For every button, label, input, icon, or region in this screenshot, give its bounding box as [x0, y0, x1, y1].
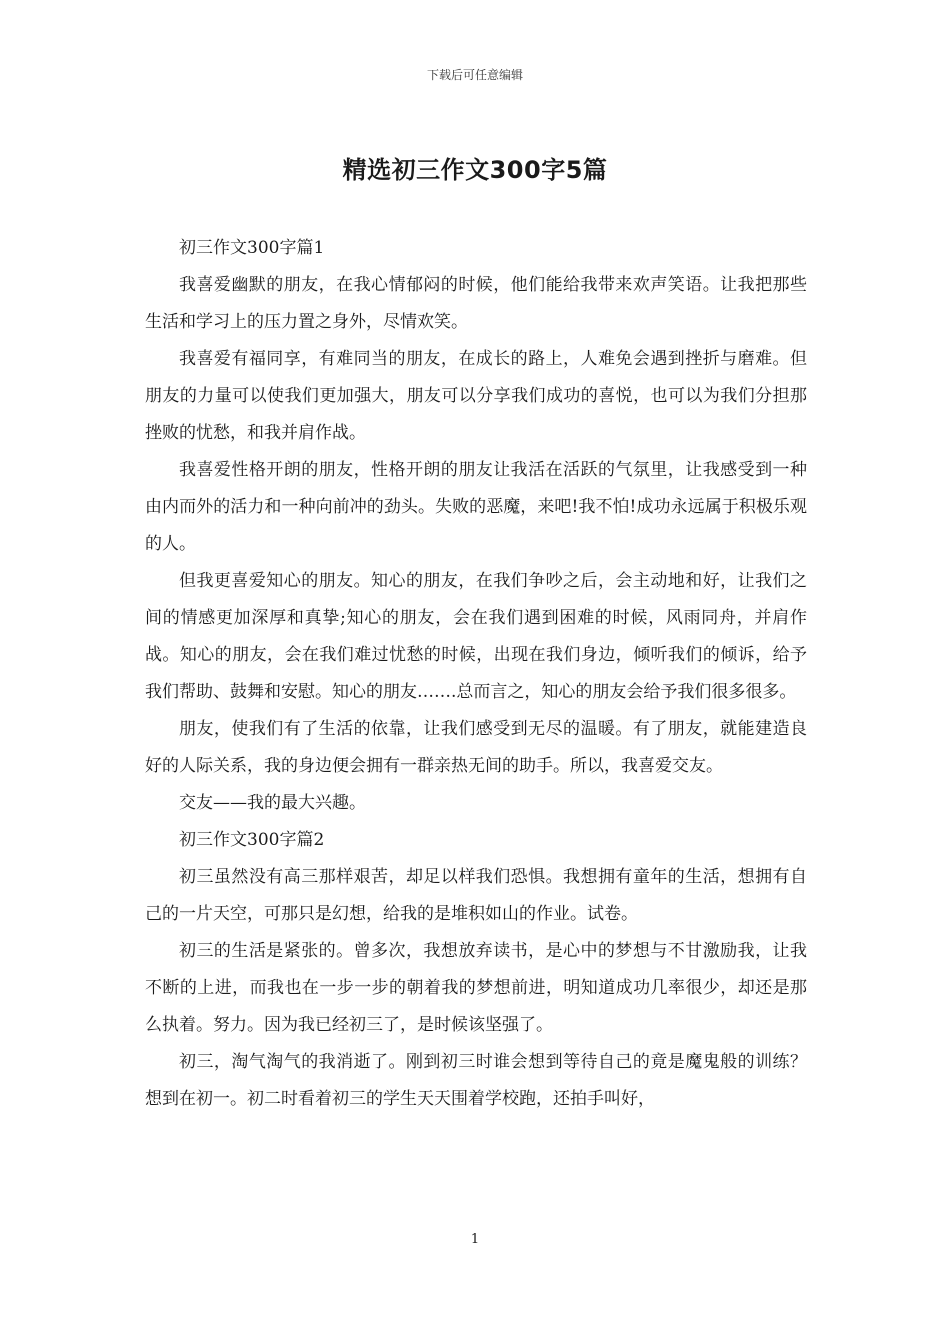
paragraph: 朋友，使我们有了生活的依靠，让我们感受到无尽的温暖。有了朋友，就能建造良好的人际关系，我的身边便会拥有一群亲热无间的助手。所以，我喜爱交友。 [145, 719, 807, 776]
section-heading: 初三作文300字篇2 [179, 830, 325, 850]
document-body [145, 230, 807, 1118]
section-heading: 初三作文300字篇1 [179, 238, 325, 258]
paragraph: 我喜爱幽默的朋友，在我心情郁闷的时候，他们能给我带来欢声笑语。让我把那些生活和学习上的压力置之身外，尽情欢笑。 [145, 275, 807, 332]
paragraph: 初三，淘气淘气的我消逝了。刚到初三时谁会想到等待自己的竟是魔鬼般的训练？想到在初一。初二时看着初三的学生天天围着学校跑，还拍手叫好， [145, 1052, 807, 1109]
paragraph: 但我更喜爱知心的朋友。知心的朋友，在我们争吵之后，会主动地和好，让我们之间的情感更加深厚和真挚;知心的朋友，会在我们遇到困难的时候，风雨同舟，并肩作战。知心的朋友，会在我们难过忧愁的时候，出现在我们身边，倾听我们的倾诉，给予我们帮助、鼓舞和安慰。知心的朋友…….总而言之，知心的朋友会给予我们很多很多。 [145, 571, 807, 702]
paragraph: 我喜爱性格开朗的朋友，性格开朗的朋友让我活在活跃的气氛里，让我感受到一种由内而外的活力和一种向前冲的劲头。失败的恶魔，来吧!我不怕!成功永远属于积极乐观的人。 [145, 460, 807, 554]
paragraph: 我喜爱有福同享，有难同当的朋友，在成长的路上，人难免会遇到挫折与磨难。但朋友的力量可以使我们更加强大，朋友可以分享我们成功的喜悦，也可以为我们分担那挫败的忧愁，和我并肩作战。 [145, 349, 807, 443]
document-title: 精选初三作文300字5篇 [342, 156, 608, 184]
page-number: 1 [470, 1232, 480, 1247]
paragraph: 初三虽然没有高三那样艰苦，却足以样我们恐惧。我想拥有童年的生活，想拥有自己的一片天空，可那只是幻想，给我的是堆积如山的作业。试卷。 [145, 867, 807, 924]
paragraph: 初三的生活是紧张的。曾多次，我想放弃读书，是心中的梦想与不甘激励我，让我不断的上进，而我也在一步一步的朝着我的梦想前进，明知道成功几率很少，却还是那么执着。努力。因为我已经初三了，是时候该坚强了。 [145, 941, 807, 1035]
paragraph: 交友——我的最大兴趣。 [179, 793, 366, 813]
page-header: 下载后可任意编辑 [426, 68, 523, 82]
